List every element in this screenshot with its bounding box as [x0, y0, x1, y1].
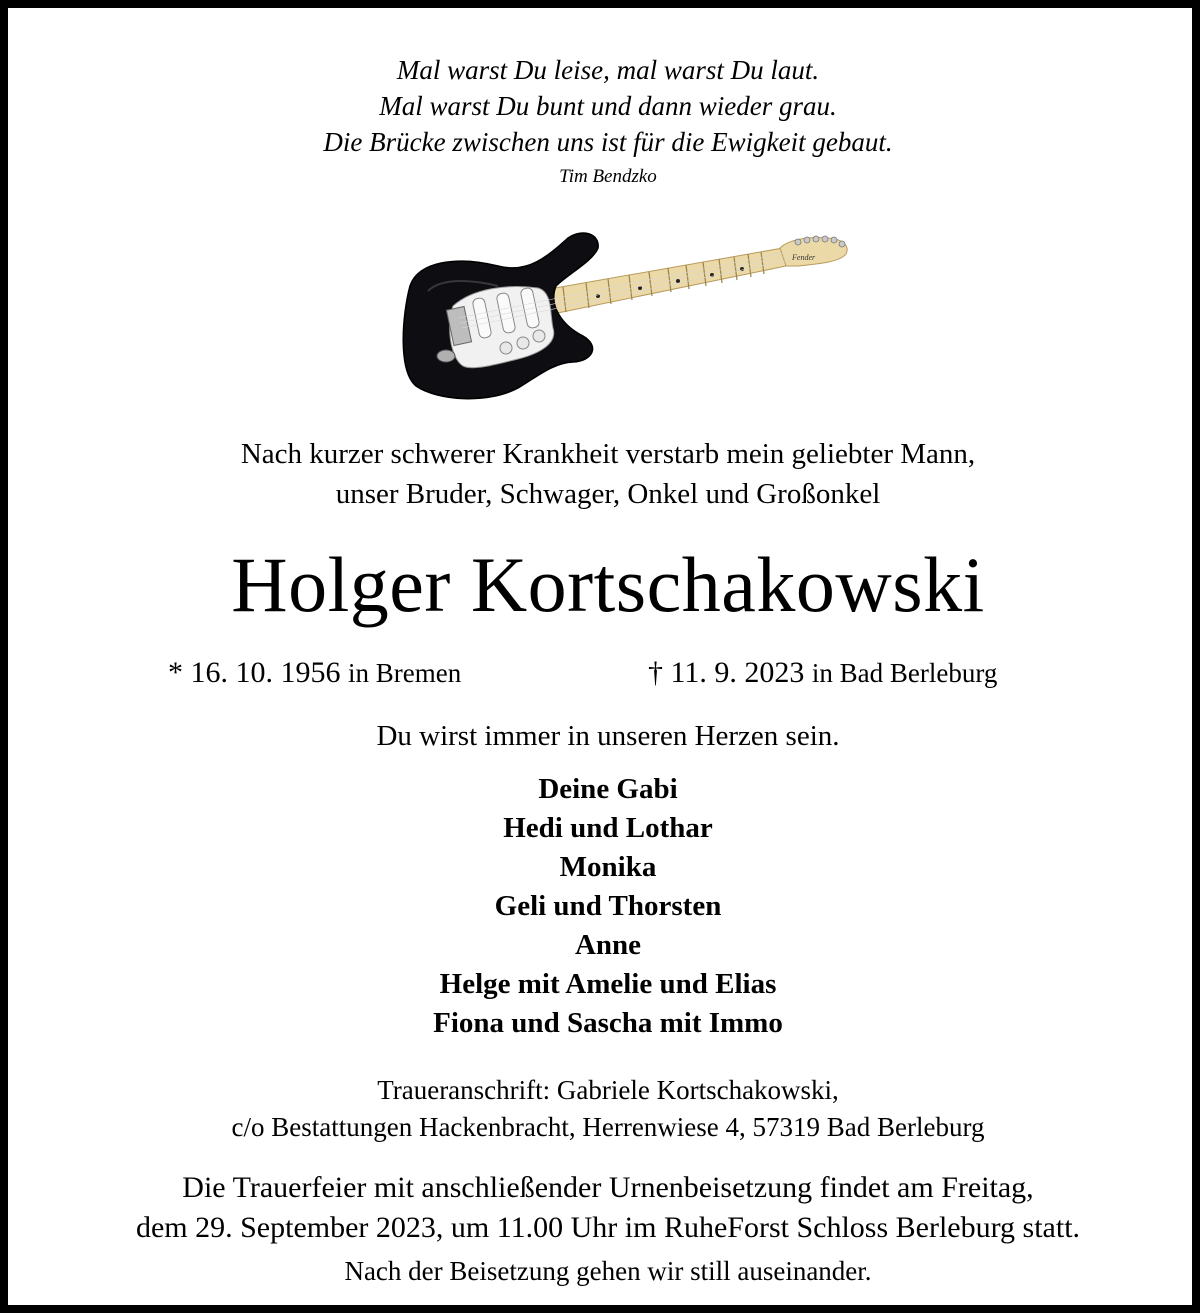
death-place: in Bad Berleburg	[811, 658, 998, 688]
quote-author: Tim Bendzko	[559, 166, 657, 187]
closing-note: Nach der Beisetzung gehen wir still auseinander.	[344, 1256, 872, 1286]
family-member: Helge mit Amelie und Elias	[439, 968, 777, 1000]
ceremony-line: Die Trauerfeier mit anschließender Urnenbeisetzung findet am Freitag,	[182, 1171, 1034, 1204]
birth-date: * 16. 10. 1956	[168, 656, 341, 689]
birth-place: in Bremen	[348, 658, 462, 688]
quote-line: Die Brücke zwischen uns ist für die Ewigkeit gebaut.	[323, 127, 893, 157]
death-date: † 11. 9. 2023	[648, 656, 805, 689]
death-info	[648, 656, 997, 690]
quote-line: Mal warst Du leise, mal warst Du laut.	[396, 55, 820, 85]
mourning-address	[8, 1072, 1200, 1146]
family-list	[8, 770, 1200, 1043]
motto: Du wirst immer in unseren Herzen sein.	[376, 720, 840, 752]
family-member: Anne	[574, 929, 642, 961]
birth-info	[168, 656, 461, 690]
address-line: c/o Bestattungen Hackenbracht, Herrenwiese 4, 57319 Bad Berleburg	[231, 1112, 985, 1142]
ceremony-line: dem 29. September 2023, um 11.00 Uhr im RuheForst Schloss Berleburg statt.	[135, 1211, 1081, 1244]
family-member: Deine Gabi	[538, 773, 678, 805]
quote-line: Mal warst Du bunt und dann wieder grau.	[379, 91, 837, 121]
intro-text	[8, 434, 1200, 514]
electric-guitar-icon	[388, 226, 858, 406]
family-member: Geli und Thorsten	[494, 890, 722, 922]
family-member: Hedi und Lothar	[503, 812, 713, 844]
intro-line: Nach kurzer schwerer Krankheit verstarb mein geliebter Mann,	[240, 438, 976, 470]
address-line: Traueranschrift: Gabriele Kortschakowski,	[377, 1075, 839, 1105]
family-member: Fiona und Sascha mit Immo	[433, 1007, 783, 1039]
family-member: Monika	[559, 851, 657, 883]
intro-line: unser Bruder, Schwager, Onkel und Großonkel	[335, 478, 881, 510]
headstock-logo: Fender	[792, 253, 816, 262]
ceremony-info	[8, 1168, 1200, 1248]
quote	[8, 52, 1200, 160]
deceased-name: Holger Kortschakowski	[231, 541, 985, 628]
